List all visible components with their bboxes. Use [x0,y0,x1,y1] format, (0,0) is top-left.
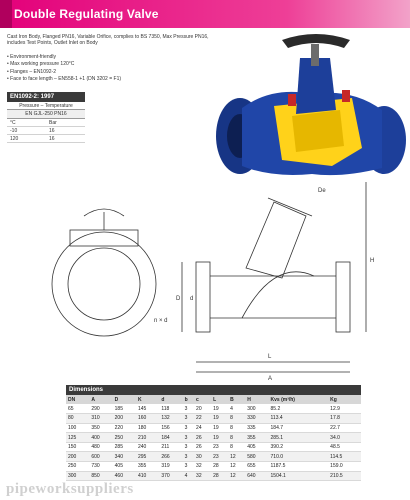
col-header: Kvs (m³/h) [269,395,329,404]
table-cell: 285.1 [269,433,329,443]
dimensions-body [66,404,361,481]
table-cell: 160 [136,414,159,424]
table-cell: 330 [245,414,268,424]
table-cell: 250 [66,462,89,472]
table-cell: 370 [159,471,182,481]
test-point [288,94,296,106]
table-cell: 460 [113,471,136,481]
table-cell: 12 [228,471,245,481]
table-cell: 8 [228,423,245,433]
table-cell: 184 [159,433,182,443]
table-cell: 290 [89,404,112,414]
table-cell: 118 [159,404,182,414]
table-cell: 184.7 [269,423,329,433]
table-cell: 180 [136,423,159,433]
table-cell: 3 [183,423,194,433]
pressure-table-subtitle: Pressure – Temperature [7,102,85,110]
label-D: D [176,296,181,302]
intro-text: Cast Iron Body, Flanged PN16, Variable Orifice, complies to BS 7350, Max Pressure PN16, includes Test Points, Outlet Inlet on Body [7,34,209,47]
feature-item: • Flanges – EN1092-2 [7,69,212,76]
col-header: K [136,395,159,404]
temp-cell: 120 [10,136,19,142]
pressure-table-header-row [7,119,85,127]
col-header: c [194,395,211,404]
table-cell: 28 [211,471,228,481]
dimensions-table [66,385,361,481]
technical-drawing [6,172,406,387]
table-cell: 132 [159,414,182,424]
table-cell: 350 [89,423,112,433]
side-seat-curve [242,272,314,318]
label-H: H [370,258,375,264]
title-banner [0,0,410,28]
bar-cell: 16 [49,136,55,142]
table-cell: 32 [194,462,211,472]
table-cell: 113.4 [269,414,329,424]
table-cell: 80 [66,414,89,424]
bar-cell: 16 [49,128,55,134]
table-cell: 19 [211,414,228,424]
table-cell: 65 [66,404,89,414]
side-outlet-flange [336,262,350,332]
table-cell: 655 [245,462,268,472]
feature-item: • Face to face length – EN558-1 +1 (DN 3202 = F1) [7,76,212,83]
table-cell: 17.8 [328,414,361,424]
bar-column-header: Bar [49,120,57,126]
table-cell: 24 [194,423,211,433]
table-cell: 310 [89,414,112,424]
table-cell: 295 [136,452,159,462]
bonnet [296,58,336,114]
table-cell: 390.2 [269,442,329,452]
table-cell: 250 [113,433,136,443]
pressure-table-row [7,135,85,143]
table-cell: 405 [245,442,268,452]
table-cell: 710.0 [269,452,329,462]
table-cell: 12 [228,452,245,462]
table-cell: 100 [66,423,89,433]
dimensions-grid [66,395,361,481]
table-cell: 1504.1 [269,471,329,481]
table-cell: 150 [66,442,89,452]
table-cell: 3 [183,404,194,414]
table-cell: 125 [66,433,89,443]
table-cell: 159.0 [328,462,361,472]
col-header: H [245,395,268,404]
table-cell: 319 [159,462,182,472]
page-title: Double Regulating Valve [14,7,159,21]
table-cell: 185 [113,404,136,414]
table-cell: 8 [228,442,245,452]
table-cell: 580 [245,452,268,462]
table-cell: 300 [66,471,89,481]
end-view-bore [68,248,140,320]
table-cell: 8 [228,433,245,443]
pressure-table-material: EN GJL-250 PN16 [7,110,85,119]
table-cell: 410 [136,471,159,481]
table-cell: 730 [89,462,112,472]
table-cell: 3 [183,442,194,452]
table-cell: 1187.5 [269,462,329,472]
temp-cell: -10 [10,128,18,134]
label-n-d: n × d [154,318,168,324]
table-cell: 156 [159,423,182,433]
table-cell: 340 [113,452,136,462]
table-row [66,442,361,452]
col-header: Kg [328,395,361,404]
table-row [66,423,361,433]
table-cell: 3 [183,433,194,443]
table-cell: 200 [66,452,89,462]
cutaway-inner [292,110,344,152]
dimensions-title: Dimensions [66,385,361,395]
table-cell: 266 [159,452,182,462]
table-cell: 355 [245,433,268,443]
table-cell: 19 [211,404,228,414]
dimensions-header-row [66,395,361,404]
table-cell: 145 [136,404,159,414]
table-cell: 3 [183,462,194,472]
table-cell: 200 [113,414,136,424]
side-handwheel [268,198,312,216]
table-row [66,462,361,472]
banner-edge [0,0,12,28]
feature-list [7,54,212,83]
table-cell: 400 [89,433,112,443]
table-cell: 114.5 [328,452,361,462]
table-cell: 8 [228,414,245,424]
table-cell: 4 [183,471,194,481]
col-header: b [183,395,194,404]
label-De: De [318,188,326,194]
side-body-lines [210,276,336,318]
table-cell: 600 [89,452,112,462]
table-cell: 20 [194,404,211,414]
table-cell: 26 [194,442,211,452]
table-cell: 48.5 [328,442,361,452]
col-header: D [113,395,136,404]
side-inlet-flange [196,262,210,332]
side-bonnet [246,202,306,278]
label-L: L [268,354,272,360]
table-cell: 355 [136,462,159,472]
col-header: d [159,395,182,404]
table-cell: 285 [113,442,136,452]
pressure-table-row [7,127,85,135]
col-header: B [228,395,245,404]
feature-item: • Max working pressure 120°C [7,61,212,68]
table-cell: 240 [136,442,159,452]
table-cell: 19 [211,433,228,443]
table-row [66,404,361,414]
table-cell: 32 [194,471,211,481]
table-cell: 12 [228,462,245,472]
col-header: DN [66,395,89,404]
table-cell: 23 [211,442,228,452]
table-cell: 335 [245,423,268,433]
table-cell: 210.5 [328,471,361,481]
table-cell: 85.2 [269,404,329,414]
table-cell: 210 [136,433,159,443]
table-row [66,433,361,443]
table-cell: 34.0 [328,433,361,443]
spindle [311,44,319,66]
table-cell: 22.7 [328,423,361,433]
table-cell: 220 [113,423,136,433]
table-cell: 19 [211,423,228,433]
test-point [342,90,350,102]
table-cell: 22 [194,414,211,424]
watermark: pipeworksuppliers [6,481,134,497]
table-cell: 23 [211,452,228,462]
label-d: d [190,296,194,302]
table-cell: 850 [89,471,112,481]
table-cell: 480 [89,442,112,452]
table-cell: 640 [245,471,268,481]
table-row [66,452,361,462]
table-cell: 4 [228,404,245,414]
pressure-table-title: EN1092-2: 1997 [7,92,85,102]
table-cell: 28 [211,462,228,472]
table-cell: 211 [159,442,182,452]
table-row [66,414,361,424]
col-header: A [89,395,112,404]
table-row [66,471,361,481]
table-cell: 300 [245,404,268,414]
table-cell: 3 [183,414,194,424]
label-A: A [268,376,273,382]
temp-column-header: °C [10,120,16,126]
feature-item: • Environment-friendly [7,54,212,61]
table-cell: 3 [183,452,194,462]
valve-photo [212,28,410,178]
pressure-temperature-table [7,92,85,154]
col-header: L [211,395,228,404]
table-cell: 12.9 [328,404,361,414]
table-cell: 30 [194,452,211,462]
table-cell: 405 [113,462,136,472]
table-cell: 26 [194,433,211,443]
